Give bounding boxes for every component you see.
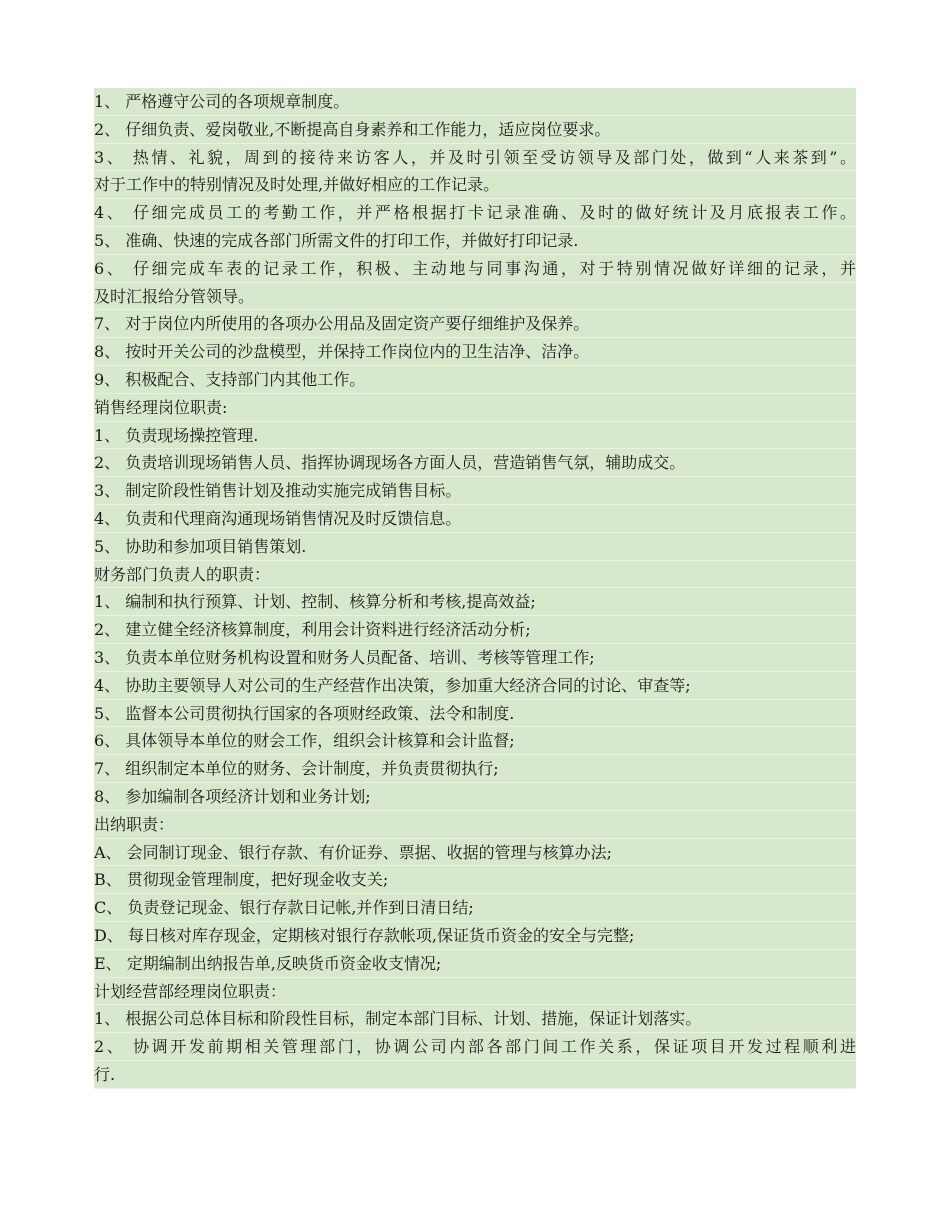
document-line: 3、 制定阶段性销售计划及推动实施完成销售目标。	[94, 477, 856, 505]
document-line: E、 定期编制出纳报告单,反映货币资金收支情况;	[94, 950, 856, 978]
document-line: 5、 监督本公司贯彻执行国家的各项财经政策、法令和制度.	[94, 700, 856, 728]
document-line: 7、 对于岗位内所使用的各项办公用品及固定资产要仔细维护及保养。	[94, 310, 856, 338]
document-line: 2、 负责培训现场销售人员、指挥协调现场各方面人员，营造销售气氛，辅助成交。	[94, 449, 856, 477]
document-line: 计划经营部经理岗位职责：	[94, 978, 856, 1006]
document-line: 及时汇报给分管领导。	[94, 283, 856, 311]
document-line: A、 会同制订现金、银行存款、有价证券、票据、收据的管理与核算办法;	[94, 839, 856, 867]
document-line: 8、 参加编制各项经济计划和业务计划;	[94, 783, 856, 811]
document-text-block	[94, 88, 856, 1089]
document-line: 行.	[94, 1061, 856, 1089]
document-line: 出纳职责：	[94, 811, 856, 839]
document-line: 3、 负责本单位财务机构设置和财务人员配备、培训、考核等管理工作;	[94, 644, 856, 672]
document-line: 8、 按时开关公司的沙盘模型，并保持工作岗位内的卫生洁净、洁净。	[94, 338, 856, 366]
document-line: 4、 仔细完成员工的考勤工作，并严格根据打卡记录准确、及时的做好统计及月底报表工作。	[94, 199, 856, 227]
document-line: 7、 组织制定本单位的财务、会计制度，并负责贯彻执行;	[94, 755, 856, 783]
document-line: 1、 编制和执行预算、计划、控制、核算分析和考核,提高效益;	[94, 588, 856, 616]
document-line: 2、 协调开发前期相关管理部门，协调公司内部各部门间工作关系，保证项目开发过程顺利进	[94, 1033, 856, 1061]
document-line: D、 每日核对库存现金，定期核对银行存款帐项,保证货币资金的安全与完整;	[94, 922, 856, 950]
document-line: C、 负责登记现金、银行存款日记帐,并作到日清日结;	[94, 894, 856, 922]
document-line: 4、 负责和代理商沟通现场销售情况及时反馈信息。	[94, 505, 856, 533]
document-line: 1、 负责现场操控管理.	[94, 422, 856, 450]
document-line: 销售经理岗位职责:	[94, 394, 856, 422]
document-line: 5、 协助和参加项目销售策划.	[94, 533, 856, 561]
document-line: 9、 积极配合、支持部门内其他工作。	[94, 366, 856, 394]
document-line: 4、 协助主要领导人对公司的生产经营作出决策，参加重大经济合同的讨论、审查等;	[94, 672, 856, 700]
document-line: 1、 根据公司总体目标和阶段性目标，制定本部门目标、计划、措施，保证计划落实。	[94, 1005, 856, 1033]
document-line: 3、 热情、礼貌，周到的接待来访客人，并及时引领至受访领导及部门处，做到“人来茶到”。	[94, 144, 856, 172]
document-line: 2、 建立健全经济核算制度，利用会计资料进行经济活动分析;	[94, 616, 856, 644]
document-line: 财务部门负责人的职责：	[94, 561, 856, 589]
document-line: 6、 具体领导本单位的财会工作，组织会计核算和会计监督;	[94, 727, 856, 755]
document-line: 1、 严格遵守公司的各项规章制度。	[94, 88, 856, 116]
document-line: B、 贯彻现金管理制度，把好现金收支关;	[94, 866, 856, 894]
document-line: 对于工作中的特别情况及时处理,并做好相应的工作记录。	[94, 171, 856, 199]
document-line: 5、 准确、快速的完成各部门所需文件的打印工作，并做好打印记录.	[94, 227, 856, 255]
document-line: 2、 仔细负责、爱岗敬业,不断提高自身素养和工作能力，适应岗位要求。	[94, 116, 856, 144]
document-line: 6、 仔细完成车表的记录工作，积极、主动地与同事沟通，对于特别情况做好详细的记录，并	[94, 255, 856, 283]
